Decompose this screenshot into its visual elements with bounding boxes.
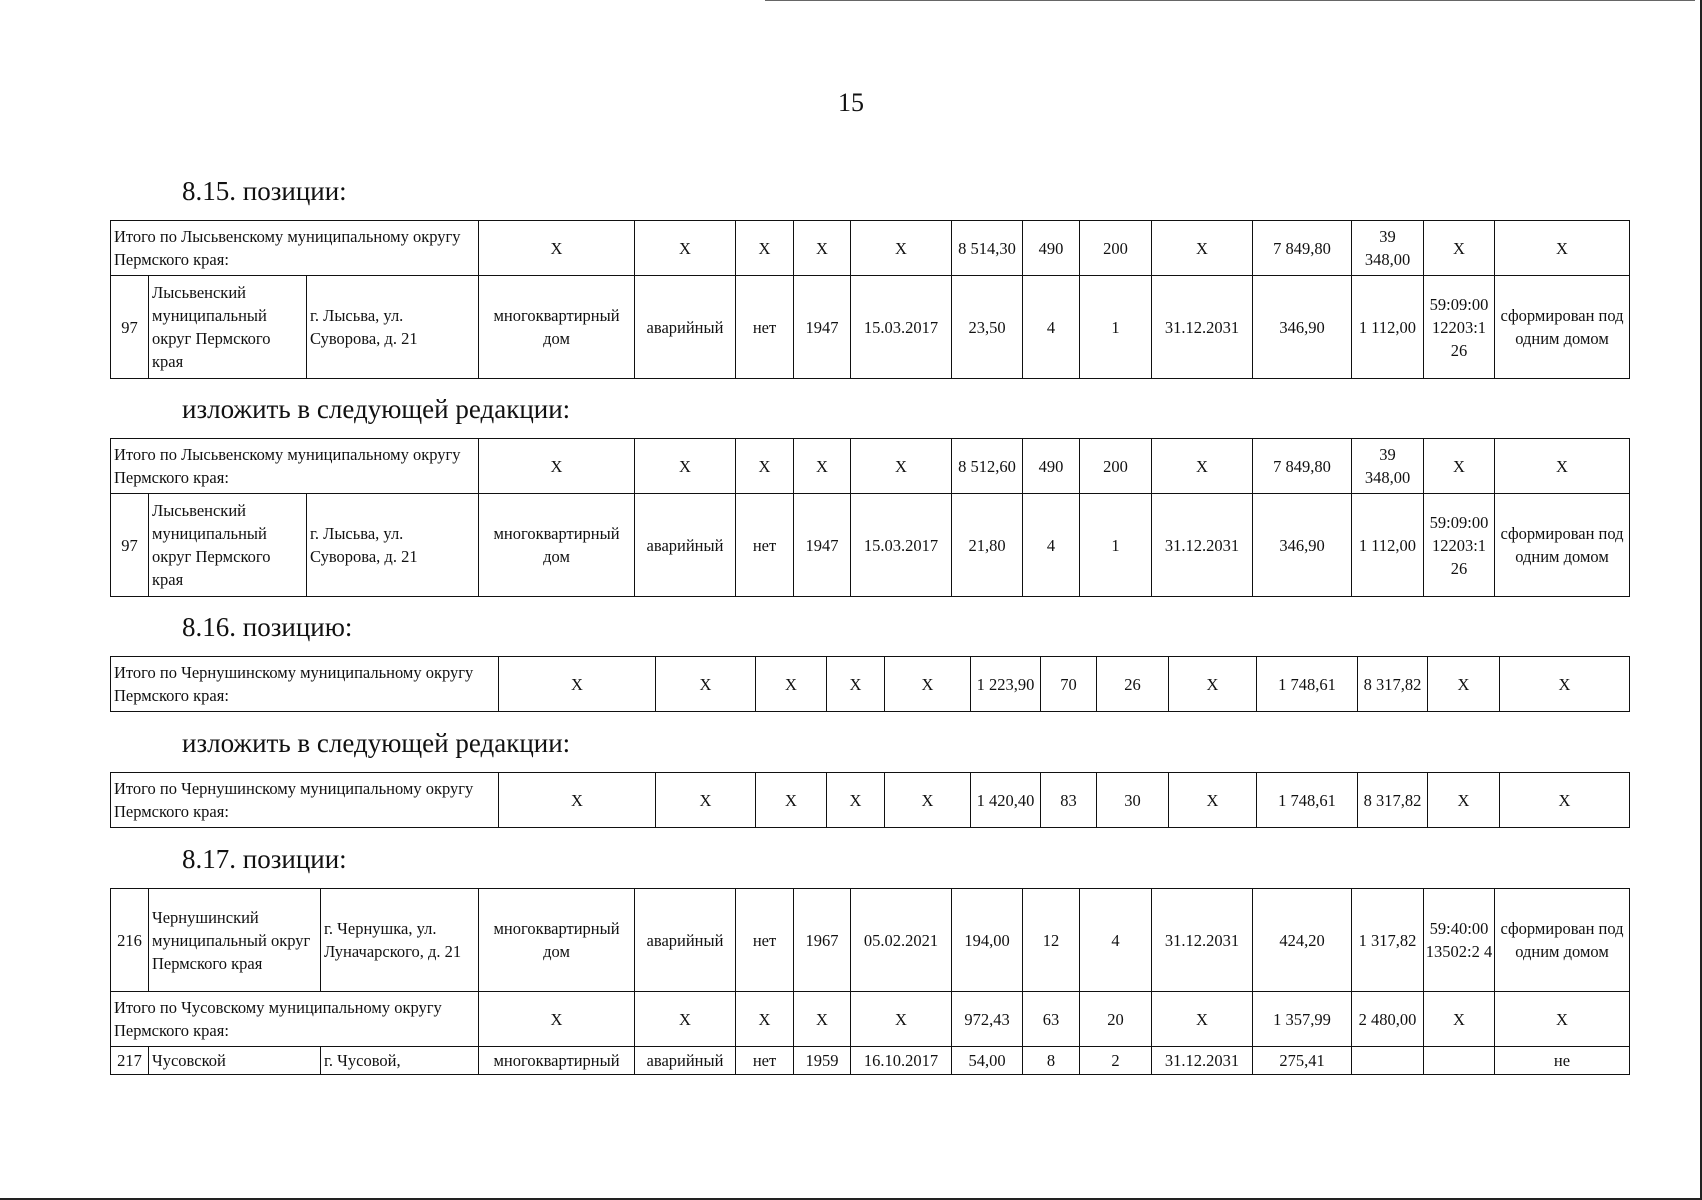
cell: 1 112,00 xyxy=(1352,494,1424,597)
cell: 26 xyxy=(1097,657,1169,712)
cell: 1 317,82 xyxy=(1352,889,1424,992)
municipality-cell: Лысьвенский муниципальный округ Пермского края xyxy=(149,494,307,597)
cell: X xyxy=(1424,439,1495,494)
cell: 7 849,80 xyxy=(1253,221,1352,276)
data-row xyxy=(111,276,1630,379)
section-heading-8-16: 8.16. позицию: xyxy=(182,612,353,642)
cell: X xyxy=(499,773,656,828)
cell: 8 317,82 xyxy=(1358,657,1428,712)
row-number: 216 xyxy=(111,889,149,992)
data-row xyxy=(111,889,1630,992)
table-8-17 xyxy=(110,888,1630,1075)
cell: 70 xyxy=(1041,657,1097,712)
section-heading-8-17: 8.17. позиции: xyxy=(182,844,347,874)
cell: X xyxy=(827,773,885,828)
cell: 1967 xyxy=(794,889,851,992)
cell: 346,90 xyxy=(1253,494,1352,597)
cell: X xyxy=(736,221,794,276)
cell: X xyxy=(794,992,851,1047)
total-label: Итого по Лысьвенскому муниципальному округу Пермского края: xyxy=(111,439,479,494)
municipality-cell: Чернушинский муниципальный округ Пермского края xyxy=(149,889,321,992)
cell: нет xyxy=(736,276,794,379)
cell: 8 512,60 xyxy=(952,439,1023,494)
municipality-cell: Чусовской xyxy=(149,1047,321,1075)
cell: X xyxy=(794,439,851,494)
cell: 8 317,82 xyxy=(1358,773,1428,828)
cell: X xyxy=(1428,773,1500,828)
cell: 1 748,61 xyxy=(1257,657,1358,712)
cell: X xyxy=(1495,439,1630,494)
total-row xyxy=(111,773,1630,828)
cell: X xyxy=(479,221,635,276)
cell: X xyxy=(885,657,971,712)
cell: X xyxy=(736,439,794,494)
cell: 275,41 xyxy=(1253,1047,1352,1075)
page-number: 15 xyxy=(838,88,864,117)
cell: X xyxy=(756,773,827,828)
cell: многоквартирный дом xyxy=(479,276,635,379)
cell: X xyxy=(1495,221,1630,276)
section-heading-redaction-2: изложить в следующей редакции: xyxy=(182,728,571,758)
cell: X xyxy=(1495,992,1630,1047)
cell: 15.03.2017 xyxy=(851,276,952,379)
cell: 1 420,40 xyxy=(971,773,1041,828)
row-number: 97 xyxy=(111,276,149,379)
cell: сформирован под одним домом xyxy=(1495,494,1630,597)
cell: 200 xyxy=(1080,439,1152,494)
cell: 1947 xyxy=(794,494,851,597)
cell: 4 xyxy=(1023,494,1080,597)
section-heading-redaction-1: изложить в следующей редакции: xyxy=(182,394,571,424)
cell: 1 357,99 xyxy=(1253,992,1352,1047)
cell: 59:09:00 12203:1 26 xyxy=(1424,494,1495,597)
data-row xyxy=(111,1047,1630,1075)
table-8-15 xyxy=(110,220,1630,379)
cell: 20 xyxy=(1080,992,1152,1047)
cell: 8 514,30 xyxy=(952,221,1023,276)
cell: X xyxy=(851,221,952,276)
cell: X xyxy=(479,992,635,1047)
cell: 1 xyxy=(1080,276,1152,379)
cell: X xyxy=(635,221,736,276)
row-number: 217 xyxy=(111,1047,149,1075)
cell: X xyxy=(736,992,794,1047)
cell: X xyxy=(499,657,656,712)
cell: 1959 xyxy=(794,1047,851,1075)
cell: многоквартирный дом xyxy=(479,889,635,992)
cell: X xyxy=(1169,657,1257,712)
cell: 31.12.2031 xyxy=(1152,494,1253,597)
cell: 63 xyxy=(1023,992,1080,1047)
table-8-15-new xyxy=(110,438,1630,597)
data-row xyxy=(111,494,1630,597)
cell: аварийный xyxy=(635,889,736,992)
cell: сформирован под одним домом xyxy=(1495,889,1630,992)
cell: X xyxy=(1152,439,1253,494)
cell: 31.12.2031 xyxy=(1152,1047,1253,1075)
cell: 194,00 xyxy=(952,889,1023,992)
cell: 4 xyxy=(1023,276,1080,379)
total-row xyxy=(111,221,1630,276)
cell: 30 xyxy=(1097,773,1169,828)
cell: X xyxy=(1428,657,1500,712)
cell: X xyxy=(1152,221,1253,276)
cell: 424,20 xyxy=(1253,889,1352,992)
cell: 12 xyxy=(1023,889,1080,992)
cell: X xyxy=(827,657,885,712)
municipality-cell: Лысьвенский муниципальный округ Пермского края xyxy=(149,276,307,379)
total-label: Итого по Лысьвенскому муниципальному округу Пермского края: xyxy=(111,221,479,276)
cell: 490 xyxy=(1023,221,1080,276)
cell: 39 348,00 xyxy=(1352,439,1424,494)
cell: не xyxy=(1495,1047,1630,1075)
cell: 59:09:00 12203:1 26 xyxy=(1424,276,1495,379)
cell xyxy=(1352,1047,1424,1075)
cell: 1 112,00 xyxy=(1352,276,1424,379)
cell: 1 748,61 xyxy=(1257,773,1358,828)
cell: 490 xyxy=(1023,439,1080,494)
section-heading-8-15: 8.15. позиции: xyxy=(182,176,347,206)
cell: 7 849,80 xyxy=(1253,439,1352,494)
cell: 05.02.2021 xyxy=(851,889,952,992)
cell: X xyxy=(1424,221,1495,276)
total-label: Итого по Чернушинскому муниципальному округу Пермского края: xyxy=(111,773,499,828)
cell: 83 xyxy=(1041,773,1097,828)
cell: 16.10.2017 xyxy=(851,1047,952,1075)
total-row xyxy=(111,657,1630,712)
cell: 31.12.2031 xyxy=(1152,889,1253,992)
address-cell: г. Лысьва, ул. Суворова, д. 21 xyxy=(307,494,479,597)
cell: 1947 xyxy=(794,276,851,379)
cell: X xyxy=(656,657,756,712)
cell: 200 xyxy=(1080,221,1152,276)
cell: 54,00 xyxy=(952,1047,1023,1075)
cell: X xyxy=(635,439,736,494)
cell: 1 xyxy=(1080,494,1152,597)
cell: X xyxy=(794,221,851,276)
cell: 39 348,00 xyxy=(1352,221,1424,276)
cell: 8 xyxy=(1023,1047,1080,1075)
total-row xyxy=(111,439,1630,494)
cell: X xyxy=(635,992,736,1047)
cell: 31.12.2031 xyxy=(1152,276,1253,379)
address-cell: г. Чернушка, ул. Луначарского, д. 21 xyxy=(321,889,479,992)
cell: 21,80 xyxy=(952,494,1023,597)
table-8-16-new xyxy=(110,772,1630,828)
cell: 1 223,90 xyxy=(971,657,1041,712)
cell: аварийный xyxy=(635,276,736,379)
cell: многоквартирный дом xyxy=(479,494,635,597)
cell: 346,90 xyxy=(1253,276,1352,379)
address-cell: г. Лысьва, ул. Суворова, д. 21 xyxy=(307,276,479,379)
total-label: Итого по Чусовскому муниципальному округу Пермского края: xyxy=(111,992,479,1047)
cell: X xyxy=(479,439,635,494)
total-row xyxy=(111,992,1630,1047)
cell: аварийный xyxy=(635,1047,736,1075)
cell: X xyxy=(1152,992,1253,1047)
cell: 2 xyxy=(1080,1047,1152,1075)
table-8-16 xyxy=(110,656,1630,712)
total-label: Итого по Чернушинскому муниципальному округу Пермского края: xyxy=(111,657,499,712)
cell: 2 480,00 xyxy=(1352,992,1424,1047)
cell: 15.03.2017 xyxy=(851,494,952,597)
cell: 972,43 xyxy=(952,992,1023,1047)
cell: аварийный xyxy=(635,494,736,597)
cell: 23,50 xyxy=(952,276,1023,379)
cell: X xyxy=(1424,992,1495,1047)
cell: сформирован под одним домом xyxy=(1495,276,1630,379)
cell: X xyxy=(1500,773,1630,828)
cell: X xyxy=(1500,657,1630,712)
cell: нет xyxy=(736,1047,794,1075)
cell: X xyxy=(656,773,756,828)
cell: X xyxy=(1169,773,1257,828)
cell: X xyxy=(851,439,952,494)
top-rule xyxy=(765,0,1695,1)
cell: нет xyxy=(736,889,794,992)
row-number: 97 xyxy=(111,494,149,597)
cell: X xyxy=(885,773,971,828)
cell: многоквартирный xyxy=(479,1047,635,1075)
cell: 4 xyxy=(1080,889,1152,992)
cell: X xyxy=(756,657,827,712)
cell: 59:40:00 13502:2 4 xyxy=(1424,889,1495,992)
cell: нет xyxy=(736,494,794,597)
cell: X xyxy=(851,992,952,1047)
cell xyxy=(1424,1047,1495,1075)
address-cell: г. Чусовой, xyxy=(321,1047,479,1075)
